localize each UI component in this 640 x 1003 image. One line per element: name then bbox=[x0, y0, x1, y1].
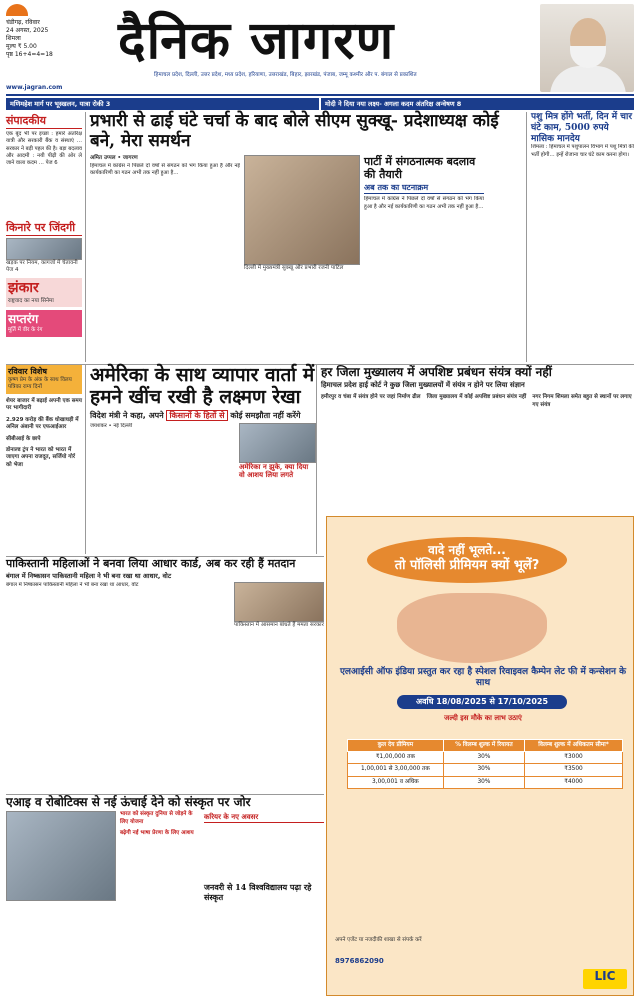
table-row bbox=[348, 776, 623, 788]
sanskrit-headline[interactable]: एआइ व रोबोटिक्स से नई ऊंचाई देने को संस्कृत पर जोर bbox=[6, 795, 251, 809]
jhankar-title: झंकार bbox=[8, 280, 39, 297]
lead-side bbox=[360, 155, 484, 355]
table-header: % विलम्ब शुल्क में रियायत bbox=[443, 740, 524, 752]
ravivar-promo[interactable] bbox=[6, 365, 82, 394]
advert-date: अवधि 18/08/2025 से 17/10/2025 bbox=[397, 695, 567, 709]
advert-arc-top: वादे नहीं भूलते... bbox=[428, 543, 506, 557]
table-cell: 30% bbox=[443, 752, 524, 764]
lead-body: हिमाचल में कांग्रेस ने पिछले दो वर्षों से संगठन को भंग किया हुआ है और नई कार्यकारिणी का गठन अभी तक नहीं हुआ है… bbox=[90, 162, 240, 176]
pakistan-headline[interactable]: पाकिस्तानी महिलाओं ने बनवा लिया आधार कार्ड, अब कर रही हैं मतदान bbox=[6, 557, 296, 570]
advert-phone[interactable]: 8976862090 bbox=[335, 957, 384, 965]
pakistan-body: बंगाल में निष्कासन पाकिस्तानी महिला ने भी बना रखा था आधार, वोट bbox=[6, 582, 139, 589]
advert-hurry: जल्दी इस मौके का लाभ उठाएं bbox=[444, 714, 522, 722]
lead-section bbox=[86, 112, 526, 362]
janvari-head[interactable]: जनवरी से 14 विश्वविद्यालय पढ़ा रहे संस्कृत bbox=[204, 882, 312, 902]
portrait-photo bbox=[540, 4, 634, 92]
sampadakiya-text: एक बूंद भी पर इच्छा : हमारे अंतरिक्ष यात्री और सरकारी बैंक व संस्थाएं … सरकार ने बड़ी पहल की है। बड़ा बदलाव और आदमी : नयी पीढ़ी की ओर ले जाने वाला कदम … पेज 6 bbox=[6, 130, 82, 167]
ravivar-title: रविवार विशेष bbox=[8, 367, 47, 376]
table-cell: ₹3000 bbox=[524, 752, 622, 764]
kinare-title: किनारे पर जिंदगी bbox=[6, 221, 82, 236]
page-count: पृष्ठ 16+4=4=18 bbox=[6, 51, 53, 59]
lead-photo-block bbox=[240, 155, 360, 355]
table-cell: ₹1,00,000 तक bbox=[348, 752, 444, 764]
kinare-photo bbox=[6, 238, 82, 260]
hc-bullet-1: हमीरपुर व चंबा में संयंत्र होने पर जहां निर्माण ढील bbox=[321, 394, 421, 401]
table-cell: 1,00,001 से 3,00,000 तक bbox=[348, 764, 444, 776]
advert-arc bbox=[367, 537, 567, 583]
sun-logo-icon bbox=[6, 4, 28, 16]
america-sub bbox=[90, 411, 316, 421]
aaj-tak-text: हिमाचल में कांग्रेस ने पिछले दो वर्षों से संगठन को भंग किया हुआ है और नई कार्यकारिणी का गठन अभी तक नहीं हुआ है… bbox=[364, 196, 484, 210]
sanskrit-photo bbox=[6, 811, 116, 901]
america-story bbox=[86, 365, 316, 554]
website[interactable]: www.jagran.com bbox=[6, 84, 63, 91]
brief-1[interactable]: शेयर बाजार में बढ़ाई अपनी एक समय पर भागीदारी bbox=[6, 397, 82, 412]
masthead-meta bbox=[6, 4, 106, 59]
sampadakiya-title: संपादकीय bbox=[6, 114, 82, 129]
brief-4[interactable]: डोनाल्ड ट्रंप ने भारत को भारत में जाएगा अपना राजदूत, सर्जियो गोर्र को भेजा bbox=[6, 446, 76, 468]
lead-headline[interactable]: प्रभारी से ढाई घंटे चर्चा के बाद बोले सीएम सुक्खू- प्रदेशाध्यक्ष कोई बने, मेरा समर्थन bbox=[90, 111, 499, 151]
america-body: जयशंकर • नई दिल्ली bbox=[90, 422, 133, 429]
hc-bullet-2: जिला मुख्यालय में कोई अपशिष्ट प्रबंधन संयंत्र नहीं bbox=[426, 394, 527, 401]
pakistan-story bbox=[6, 556, 324, 752]
edition-name: शिमला bbox=[6, 35, 21, 43]
table-cell: ₹4000 bbox=[524, 776, 622, 788]
sanskrit-story bbox=[6, 794, 324, 991]
table-cell: 3,00,001 व अधिक bbox=[348, 776, 444, 788]
hc-bullet-3: नगर निगम शिमला समेत बहुत से स्थानों पर लगाए गए संयंत्र bbox=[532, 394, 632, 408]
table-header: विलम्ब शुल्क में अधिकतम सीमा* bbox=[524, 740, 622, 752]
sanskrit-bullet-2: बढ़ेगी नई भाषा प्रेरणा के लिए आशय bbox=[120, 830, 194, 837]
advert-arc-bottom: तो पॉलिसी प्रीमियम क्यों भूलें? bbox=[394, 558, 540, 573]
lead-story bbox=[90, 155, 240, 355]
top-ticker bbox=[6, 98, 634, 110]
right-column bbox=[526, 112, 634, 362]
hc-sub: हिमाचल प्रदेश हाई कोर्ट ने कुछ जिला मुख्यालयों में संयंत्र न होने पर लिया संज्ञान bbox=[321, 381, 525, 390]
jaishankar-photo bbox=[239, 423, 316, 463]
saptrang-note: मूर्ति में वीर के रंग bbox=[8, 327, 43, 334]
lic-advert[interactable] bbox=[326, 516, 634, 996]
brief-3[interactable]: सीबीआई के छापे bbox=[6, 435, 41, 442]
hands-illustration bbox=[397, 593, 547, 663]
ticker-right[interactable]: मोदी ने दिया नया लक्ष्य- अगला कदम अंतरिक्ष अन्वेषण 8 bbox=[321, 98, 634, 110]
kinare-note: खड़क पर नियम, कागजों में चेतावनी bbox=[6, 259, 78, 266]
masthead bbox=[6, 4, 634, 96]
brief-2[interactable]: 2.929 करोड़ की बैंक धोखाधड़ी में अनिल अंबानी पर एफआईआर bbox=[6, 416, 79, 431]
career-head: करियर के नए अवसर bbox=[204, 813, 324, 823]
ticker-left[interactable]: मणिमहेश मार्ग पर भूस्खलन, यात्रा रोकी 3 bbox=[6, 98, 319, 110]
table-row bbox=[348, 752, 623, 764]
america-highlight: किसानों के हितों से bbox=[166, 410, 227, 421]
ravivar-note: कृष्ण प्रेम के अंक के साथ विलय पत्रिका राग्य दिनों bbox=[8, 377, 72, 391]
table-cell: 30% bbox=[443, 776, 524, 788]
america-sub-start: विदेश मंत्री ने कहा, अपने bbox=[90, 410, 164, 420]
advert-offer: एलआईसी ऑफ इंडिया प्रस्तुत कर रहा है स्पेशल रिवाइवल कैम्पेन लेट फी में कन्सेशन के साथ bbox=[339, 667, 627, 689]
table-row bbox=[348, 764, 623, 776]
aaj-tak-title: अब तक का घटनाक्रम bbox=[364, 183, 484, 194]
table-cell: 30% bbox=[443, 764, 524, 776]
lead-photo bbox=[244, 155, 360, 265]
premium-table bbox=[347, 739, 623, 789]
sanskrit-bullet-1: भारत को संस्कृत दुनिया से जोड़ने के लिए योजना bbox=[120, 811, 193, 825]
kinare-page: पेज 4 bbox=[6, 266, 19, 273]
brand-title: दैनिक जागरण bbox=[118, 10, 395, 71]
lic-logo: LIC bbox=[583, 969, 627, 989]
left-briefs bbox=[6, 365, 86, 554]
top-section bbox=[6, 112, 634, 362]
jhankar-note: राष्ट्रवाद का नया सिनेमा bbox=[8, 297, 54, 304]
issue-date: 24 अगस्त, 2025 bbox=[6, 27, 49, 35]
left-column bbox=[6, 112, 86, 362]
america-side-head[interactable]: अमेरिका न झुके, क्या दिया वो आशय लिया लगते bbox=[239, 461, 309, 480]
jhankar-promo[interactable] bbox=[6, 278, 82, 307]
table-cell: ₹3500 bbox=[524, 764, 622, 776]
saptrang-title: सप्तरंग bbox=[8, 312, 39, 327]
hc-headline[interactable]: हर जिला मुख्यालय में अपशिष्ट प्रबंधन संयंत्र क्यों नहीं bbox=[321, 365, 552, 379]
lead-photo-caption: दिल्ली में मुख्यमंत्री सुक्खू और प्रभारी रजनी पाटिल bbox=[244, 265, 344, 272]
advert-contact: अपने एजेंट या नजदीकी शाखा से संपर्क करें bbox=[335, 937, 422, 943]
america-sub-end: कोई समझौता नहीं करेंगे bbox=[230, 410, 301, 420]
lead-byline: अमित उप्पल • जागरण bbox=[90, 155, 138, 162]
pakistan-caption: पाकिस्तान में आसमान बांधते हैं ममता सरकार bbox=[234, 622, 324, 629]
america-headline[interactable]: अमेरिका के साथ व्यापार वार्ता में हमने खींच रखी है लक्ष्मण रेखा bbox=[90, 364, 315, 408]
pakistan-side: बंगाल में निष्कासन पाकिस्तानी महिला ने भी बना रखा था आधार, वोट bbox=[6, 572, 172, 581]
lead-side-head[interactable]: पार्टी में संगठनात्मक बदलाव की तैयारी bbox=[364, 155, 476, 182]
table-header: कुल देय प्रीमियम bbox=[348, 740, 444, 752]
city-day: चंडीगढ़, रविवार bbox=[6, 19, 40, 26]
pashu-text: शिमला : हिमाचल में पशुपालन विभाग में पशु मित्रों की भर्ती होगी… इन्हें रोजाना चार घंटे काम करना होगा। bbox=[531, 144, 634, 158]
pakistan-photo bbox=[234, 582, 324, 622]
price: मूल्य ₹ 5.00 bbox=[6, 43, 37, 51]
pashu-headline[interactable]: पशु मित्र होंगे भर्ती, दिन में चार घंटे काम, 5000 रुपये मासिक मानदेय bbox=[531, 112, 633, 144]
editions-line: हिमाचल प्रदेश, दिल्ली, उत्तर प्रदेश, मध्य प्रदेश, हरियाणा, उत्तराखंड, बिहार, झारखंड, पंजाब, जम्मू कश्मीर और प. बंगाल से प्रकाशित bbox=[154, 72, 417, 78]
saptrang-promo[interactable] bbox=[6, 310, 82, 336]
